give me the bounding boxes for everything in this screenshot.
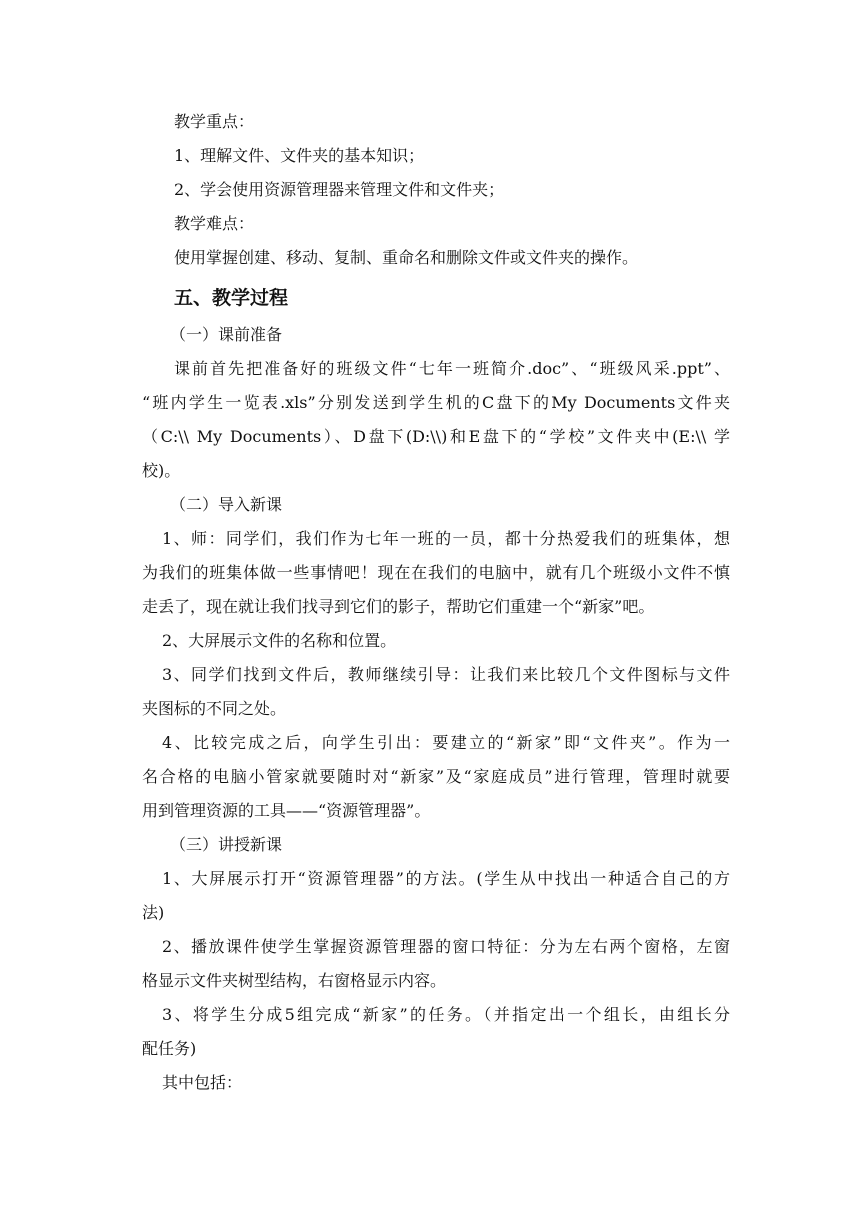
paragraph-intro-3-line-1: 3、同学们找到文件后，教师继续引导：让我们来比较几个文件图标与文件	[162, 665, 730, 684]
paragraph-intro-1-line-1: 1、师：同学们，我们作为七年一班的一员，都十分热爱我们的班集体，想	[162, 529, 730, 548]
paragraph-lesson-3-line-1: 3、将学生分成5组完成“新家”的任务。（并指定出一个组长，由组长分	[162, 1005, 730, 1024]
section-heading-teaching-process: 五、教学过程	[174, 287, 289, 309]
section-label-difficulties: 教学难点：	[174, 214, 255, 233]
paragraph-intro-1-line-2: 为我们的班集体做一些事情吧！现在在我们的电脑中，就有几个班级小文件不慎	[142, 563, 730, 582]
key-point-1: 1、理解文件、文件夹的基本知识；	[174, 146, 425, 165]
difficulty-1: 使用掌握创建、移动、复制、重命名和删除文件或文件夹的操作。	[174, 248, 639, 267]
paragraph-intro-4-line-1: 4、比较完成之后，向学生引出：要建立的“新家”即“文件夹”。作为一	[162, 733, 730, 752]
key-point-2: 2、学会使用资源管理器来管理文件和文件夹；	[174, 180, 505, 199]
paragraph-lesson-2-line-2: 格显示文件夹树型结构，右窗格显示内容。	[142, 971, 447, 990]
paragraph-lesson-2-line-1: 2、播放课件使学生掌握资源管理器的窗口特征：分为左右两个窗格，左窗	[162, 937, 730, 956]
paragraph-lesson-1-line-2: 法)	[142, 903, 165, 922]
paragraph-lesson-1-line-1: 1、大屏展示打开“资源管理器”的方法。(学生从中找出一种适合自己的方	[162, 869, 730, 888]
paragraph-intro-4-line-2: 名合格的电脑小管家就要随时对“新家”及“家庭成员”进行管理，管理时就要	[142, 767, 730, 786]
subheading-introduction: （二）导入新课	[170, 495, 283, 514]
paragraph-preparation-line-4: 校)。	[142, 461, 181, 480]
paragraph-preparation-line-3: （C:\\ My Documents）、D盘下(D:\\)和E盘下的“学校”文件夹中(E:\\ 学	[142, 427, 730, 446]
paragraph-lesson-3-line-2: 配任务)	[142, 1039, 197, 1058]
paragraph-includes: 其中包括：	[162, 1073, 243, 1092]
paragraph-intro-1-line-3: 走丢了，现在就让我们找寻到它们的影子，帮助它们重建一个“新家”吧。	[142, 597, 655, 616]
paragraph-intro-3-line-2: 夹图标的不同之处。	[142, 699, 287, 718]
paragraph-intro-4-line-3: 用到管理资源的工具——“资源管理器”。	[142, 801, 431, 820]
paragraph-preparation-line-2: “班内学生一览表.xls”分别发送到学生机的C盘下的My Documents文件夹	[142, 393, 730, 412]
subheading-new-lesson: （三）讲授新课	[170, 835, 283, 854]
section-label-key-points: 教学重点：	[174, 112, 255, 131]
paragraph-intro-2: 2、大屏展示文件的名称和位置。	[162, 631, 397, 650]
subheading-preparation: （一）课前准备	[170, 325, 283, 344]
paragraph-preparation-line-1: 课前首先把准备好的班级文件“七年一班简介.doc”、“班级风采.ppt”、	[174, 359, 730, 378]
